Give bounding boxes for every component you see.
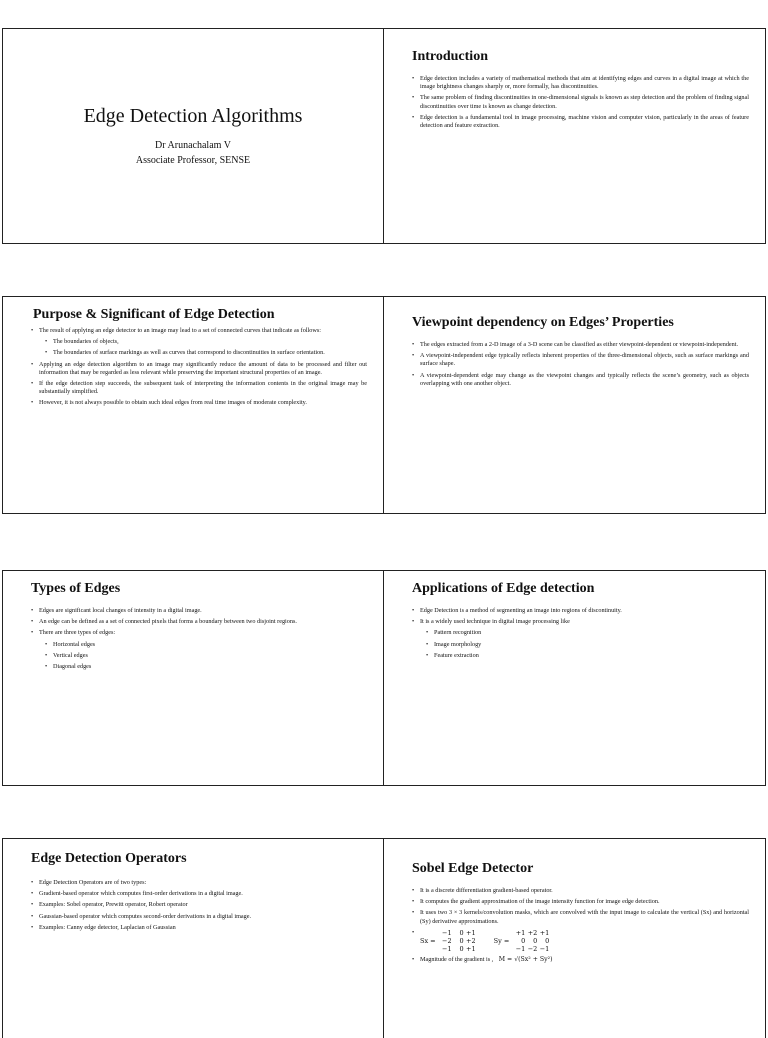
sub-bullet: • Vertical edges: [47, 652, 367, 660]
sub-bullet: • The boundaries of surface markings as well as curves that correspond to discontinuities in surface orientation.: [47, 349, 367, 357]
slide-viewpoint: [384, 297, 765, 513]
slide-row-1: [2, 28, 766, 244]
sub-bullet: • Horizontal edges: [47, 641, 367, 649]
slide-heading: Types of Edges: [31, 581, 121, 596]
slide-heading: Applications of Edge detection: [412, 581, 595, 596]
slide-heading: Viewpoint dependency on Edges’ Properties: [412, 315, 674, 330]
bullet-list: [25, 607, 367, 674]
bullet: • Edge detection includes a variety of mathematical methods that aim at identifying edges and curves in a digital image at which the image brightness changes sharply or, more formally, has discontinuities.: [414, 75, 749, 91]
slide-applications: [384, 571, 765, 785]
bullet-list: [25, 327, 367, 411]
sy-kernel: +1 +2 +1 0 0 0 −1 −2 −1: [515, 928, 550, 953]
bullet: • It is a widely used technique in digital image processing like: [414, 618, 749, 626]
bullet: • Examples: Sobel operator, Prewitt operator, Robert operator: [33, 901, 367, 909]
kernel-equations: [414, 929, 749, 953]
author-role: Associate Professor, SENSE: [135, 154, 251, 166]
sub-bullet: • Diagonal edges: [47, 663, 367, 671]
magnitude-formula: M = √(Sx² + Sy²): [498, 956, 553, 964]
bullet: • The result of applying an edge detector to an image may lead to a set of connected curves that indicate as follows:: [33, 327, 367, 335]
bullet: • Edges are significant local changes of intensity in a digital image.: [33, 607, 367, 615]
bullet: • A viewpoint-dependent edge may change as the viewpoint changes and typically reflects the scene’s geometry, such as objects overlapping with one another object.: [414, 372, 749, 388]
bullet: • If the edge detection step succeeds, the subsequent task of interpreting the information contents in the original image may be substantially simplified.: [33, 380, 367, 396]
bullet: • Magnitude of the gradient is , M = √(Sx² + Sy²): [414, 956, 749, 964]
slide-row-3: [2, 570, 766, 786]
bullet: • Examples: Canny edge detector, Laplacian of Gaussian: [33, 924, 367, 932]
bullet: • Edge detection is a fundamental tool in image processing, machine vision and computer vision, particularly in the areas of feature detection and feature extraction.: [414, 114, 749, 130]
sy-label: Sy =: [493, 936, 510, 945]
bullet: • The edges extracted from a 2-D image of a 3-D scene can be classified as either viewpoint-dependent or viewpoint-independent.: [414, 341, 749, 349]
slide-sobel: [384, 839, 765, 1038]
bullet: • An edge can be defined as a set of connected pixels that forms a boundary between two disjoint regions.: [33, 618, 367, 626]
author-name: Dr Arunachalam V: [155, 139, 231, 151]
bullet: • Gradient-based operator which computes first-order derivations in a digital image.: [33, 890, 367, 898]
slide-heading: Purpose & Significant of Edge Detection: [33, 307, 275, 322]
bullet: • There are three types of edges:: [33, 629, 367, 637]
sx-label: • Sx =: [420, 936, 436, 945]
bullet: • The same problem of finding discontinuities in one-dimensional signals is known as step detection and the problem of finding signal discontinuities over time is known as change detection.: [414, 94, 749, 110]
slide-row-2: [2, 296, 766, 514]
bullet: • Applying an edge detection algorithm to an image may significantly reduce the amount of data to be processed and filter out information that may be regarded as less relevant while preserving the important structural properties of an image.: [33, 361, 367, 377]
presentation-title: Edge Detection Algorithms: [83, 104, 303, 127]
sub-bullet: • Feature extraction: [428, 652, 749, 660]
bullet: • Gaussian-based operator which computes second-order derivations in a digital image.: [33, 913, 367, 921]
sub-bullet: • Pattern recognition: [428, 629, 749, 637]
sx-kernel: −1 0 +1 −2 0 +2 −1 0 +1: [442, 928, 476, 953]
bullet-list: [25, 879, 367, 935]
bullet-list: [406, 887, 749, 967]
bullet: • Edge Detection Operators are of two types:: [33, 879, 367, 887]
bullet: • It computes the gradient approximation of the image intensity function for image edge detection.: [414, 898, 749, 906]
bullet-list: [406, 75, 749, 133]
slide-heading: Sobel Edge Detector: [412, 861, 534, 876]
slide-row-4: [2, 838, 766, 1038]
slide-title-page: [3, 29, 384, 243]
slide-types-of-edges: [3, 571, 384, 785]
sub-bullet: • The boundaries of objects,: [47, 338, 367, 346]
bullet: • It uses two 3 × 3 kernels/convolution masks, which are convolved with the input image to calculate the vertical (Sx) and horizontal (Sy) derivative approximations.: [414, 909, 749, 925]
slide-heading: Introduction: [412, 49, 488, 64]
bullet-list: [406, 341, 749, 391]
bullet-list: [406, 607, 749, 663]
slide-heading: Edge Detection Operators: [31, 851, 187, 866]
bullet: • Edge Detection is a method of segmenting an image into regions of discontinuity.: [414, 607, 749, 615]
bullet: • A viewpoint-independent edge typically reflects inherent properties of the three-dimensional objects, such as surface markings and surface shape.: [414, 352, 749, 368]
bullet: • However, it is not always possible to obtain such ideal edges from real time images of moderate complexity.: [33, 399, 367, 407]
slide-purpose: [3, 297, 384, 513]
bullet: • It is a discrete differentiation gradient-based operator.: [414, 887, 749, 895]
slide-operators: [3, 839, 384, 1038]
slide-introduction: [384, 29, 765, 243]
sub-bullet: • Image morphology: [428, 641, 749, 649]
